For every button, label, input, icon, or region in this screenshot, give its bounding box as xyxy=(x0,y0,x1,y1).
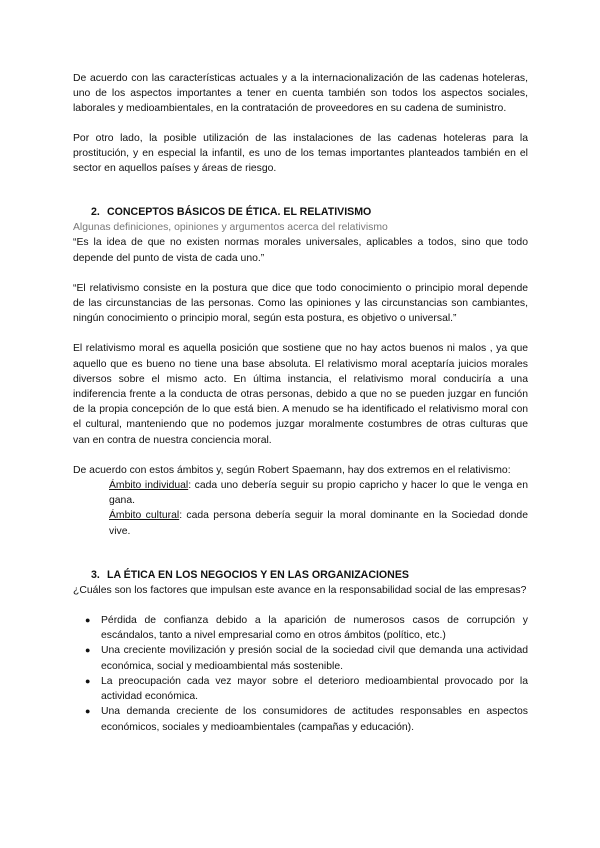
section-2-subtitle: Algunas definiciones, opiniones y argumentos acerca del relativismo xyxy=(73,222,388,234)
section-2-heading xyxy=(73,205,528,220)
ambito-individual xyxy=(73,478,528,508)
factors-list xyxy=(73,613,528,735)
intro-paragraph-1: De acuerdo con las características actuales y a la internacionalización de las cadenas hoteleras, uno de los aspectos importantes a tener en cuenta también son todos los aspectos sociales, laborales y medioambientales, en la contratación de proveedores en su cadena de suministro. xyxy=(73,73,528,115)
list-item: ● Una creciente movilización y presión social de la sociedad civil que demanda una actividad económica, social y medioambiental más sostenible. xyxy=(85,645,528,672)
list-item: ● La preocupación cada vez mayor sobre el deterioro medioambiental provocado por la actividad económica. xyxy=(85,675,528,703)
section-3-title: LA ÉTICA EN LOS NEGOCIOS Y EN LAS ORGANIZACIONES xyxy=(107,568,409,581)
list-item: ● Una demanda creciente de los consumidores de actitudes responsables en aspectos económicos, sociales y medioambientales (campañas y educación). xyxy=(85,706,528,733)
document-body xyxy=(73,71,528,735)
relativismo-paragraph: El relativismo moral es aquella posición que sostiene que no hay actos buenos ni malos , ya que aquello que es bueno no tiene una base absoluta. El relativismo moral aceptaría juicios morales diversos sobre el mismo acto. En última instancia, el relativismo moral conduciría a una indiferencia frente a la conducta de otras personas, debido a que no se pueden juzgar en función de la propia concepción de lo que está bien. A menudo se ha identificado el relativismo moral con el cultural, manteniendo que no podemos juzgar moralmente costumbres de otras culturas que van en contra de nuestra conciencia moral. xyxy=(73,343,528,446)
ambito-individual-term: Ámbito individual xyxy=(109,480,189,492)
ambito-individual-text: : cada uno debería seguir su propio capricho y hacer lo que le venga en gana. xyxy=(109,480,528,507)
bullet-icon: ● xyxy=(85,706,91,717)
section-3-question: ¿Cuáles son los factores que impulsan este avance en la responsabilidad social de las empresas? xyxy=(73,584,527,596)
quote-1: “Es la idea de que no existen normas morales universales, aplicables a todos, sino que todo depende del punto de vista de cada uno.” xyxy=(73,237,528,264)
spaemann-paragraph: De acuerdo con estos ámbitos y, según Robert Spaemann, hay dos extremos en el relativismo: xyxy=(73,464,511,476)
ambito-cultural-term: Ámbito cultural xyxy=(109,510,180,522)
section-2-title: CONCEPTOS BÁSICOS DE ÉTICA. EL RELATIVISMO xyxy=(107,206,372,219)
intro-paragraph-2: Por otro lado, la posible utilización de las instalaciones de las cadenas hoteleras para la prostitución, y en especial la infantil, es uno de los temas importantes planteados también en el sector en aquellos países y áreas de riesgo. xyxy=(73,132,528,175)
quote-2: “El relativismo consiste en la postura que dice que todo conocimiento o principio moral depende de las circunstancias de las personas. Como las opiniones y las circunstancias son cambiantes, ningún conocimiento o principio moral, según esta postura, es objetivo o universal.” xyxy=(73,282,528,325)
section-3-number: 3. xyxy=(91,568,100,581)
ambito-cultural-text: : cada persona debería seguir la moral dominante en la Sociedad donde vive. xyxy=(109,510,528,537)
section-2-number: 2. xyxy=(91,206,100,219)
ambito-cultural xyxy=(73,508,528,538)
bullet-icon: ● xyxy=(85,645,91,656)
bullet-icon: ● xyxy=(85,615,91,626)
list-item: ● Pérdida de confianza debido a la aparición de numerosos casos de corrupción y escándalos, tanto a nivel empresarial como en otros ámbitos (político, etc.) xyxy=(85,615,528,642)
bullet-icon: ● xyxy=(85,675,91,686)
section-3-heading xyxy=(73,568,528,583)
